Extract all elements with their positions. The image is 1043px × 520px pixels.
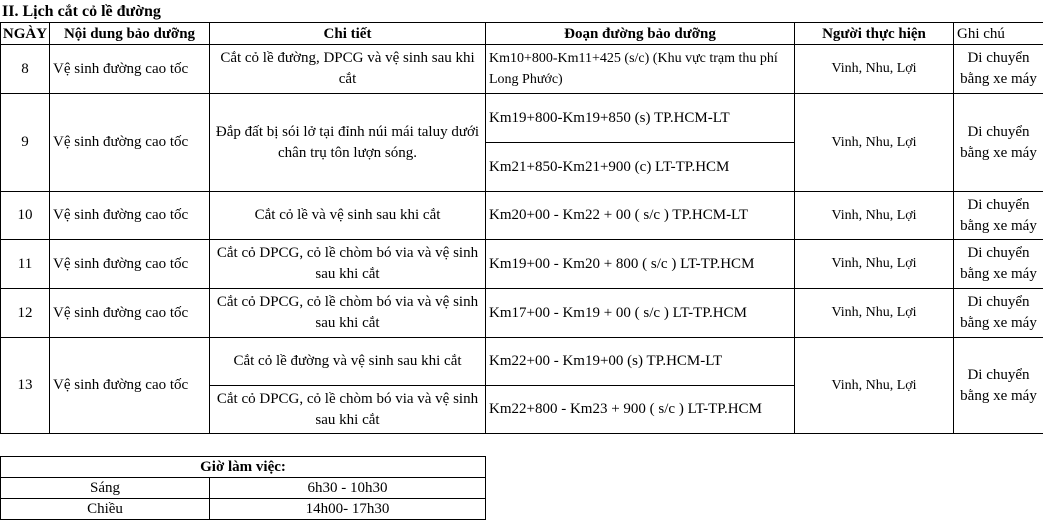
table-row [1,338,1043,386]
note-cell: Di chuyển bằng xe máy [954,240,1043,289]
table-row [1,94,1043,143]
day-cell: 9 [1,94,50,192]
working-hours-row [1,478,486,499]
day-cell: 8 [1,45,50,94]
table-row [1,192,1043,240]
segment-cell: Km22+00 - Km19+00 (s) TP.HCM-LT [486,338,795,386]
note-cell: Di chuyển bằng xe máy [954,338,1043,434]
detail-cell: Cắt cỏ lề đường và vệ sinh sau khi cắt [210,338,486,386]
segment-cell: Km19+800-Km19+850 (s) TP.HCM-LT [486,94,795,143]
segment-cell: Km20+00 - Km22 + 00 ( s/c ) TP.HCM-LT [486,192,795,240]
afternoon-time: 14h00- 17h30 [210,499,486,520]
detail-cell: Cắt cỏ DPCG, cỏ lề chòm bó via và vệ sinh sau khi cắt [210,386,486,434]
note-cell: Di chuyển bằng xe máy [954,45,1043,94]
section-title: II. Lịch cắt cỏ lề đường [2,3,161,20]
content-cell: Vệ sinh đường cao tốc [50,289,210,338]
working-hours-table [0,456,486,520]
detail-cell: Cắt cỏ lề đường, DPCG và vệ sinh sau khi cắt [210,45,486,94]
note-cell: Di chuyển bằng xe máy [954,192,1043,240]
segment-cell: Km22+800 - Km23 + 900 ( s/c ) LT-TP.HCM [486,386,795,434]
content-cell: Vệ sinh đường cao tốc [50,94,210,192]
header-note: Ghi chú [954,23,1043,45]
header-row [1,23,1043,45]
staff-cell: Vinh, Nhu, Lợi [795,94,954,192]
working-hours-title: Giờ làm việc: [1,457,486,478]
morning-time: 6h30 - 10h30 [210,478,486,499]
segment-cell: Km17+00 - Km19 + 00 ( s/c ) LT-TP.HCM [486,289,795,338]
header-segment: Đoạn đường bảo dưỡng [486,23,795,45]
working-hours-row [1,499,486,520]
segment-cell: Km10+800-Km11+425 (s/c) (Khu vực trạm thu phí Long Phước) [486,45,795,94]
detail-cell: Cắt cỏ DPCG, cỏ lề chòm bó via và vệ sinh sau khi cắt [210,240,486,289]
header-detail: Chi tiết [210,23,486,45]
staff-cell: Vinh, Nhu, Lợi [795,45,954,94]
detail-cell: Đắp đất bị sói lở tại đỉnh núi mái taluy dưới chân trụ tôn lượn sóng. [210,94,486,192]
note-cell: Di chuyển bằng xe máy [954,94,1043,192]
working-hours-header-row [1,457,486,478]
segment-cell: Km19+00 - Km20 + 800 ( s/c ) LT-TP.HCM [486,240,795,289]
detail-cell: Cắt cỏ DPCG, cỏ lề chòm bó via và vệ sinh sau khi cắt [210,289,486,338]
table-row [1,45,1043,94]
content-cell: Vệ sinh đường cao tốc [50,338,210,434]
morning-label: Sáng [1,478,210,499]
content-cell: Vệ sinh đường cao tốc [50,45,210,94]
content-cell: Vệ sinh đường cao tốc [50,240,210,289]
day-cell: 12 [1,289,50,338]
staff-cell: Vinh, Nhu, Lợi [795,289,954,338]
afternoon-label: Chiều [1,499,210,520]
staff-cell: Vinh, Nhu, Lợi [795,192,954,240]
day-cell: 10 [1,192,50,240]
table-row [1,289,1043,338]
staff-cell: Vinh, Nhu, Lợi [795,338,954,434]
schedule-table [0,22,1043,434]
header-day: NGÀY [1,23,50,45]
table-row [1,240,1043,289]
detail-cell: Cắt cỏ lề và vệ sinh sau khi cắt [210,192,486,240]
day-cell: 13 [1,338,50,434]
day-cell: 11 [1,240,50,289]
segment-cell: Km21+850-Km21+900 (c) LT-TP.HCM [486,143,795,192]
note-cell: Di chuyển bằng xe máy [954,289,1043,338]
staff-cell: Vinh, Nhu, Lợi [795,240,954,289]
header-staff: Người thực hiện [795,23,954,45]
content-cell: Vệ sinh đường cao tốc [50,192,210,240]
header-content: Nội dung bảo dưỡng [50,23,210,45]
